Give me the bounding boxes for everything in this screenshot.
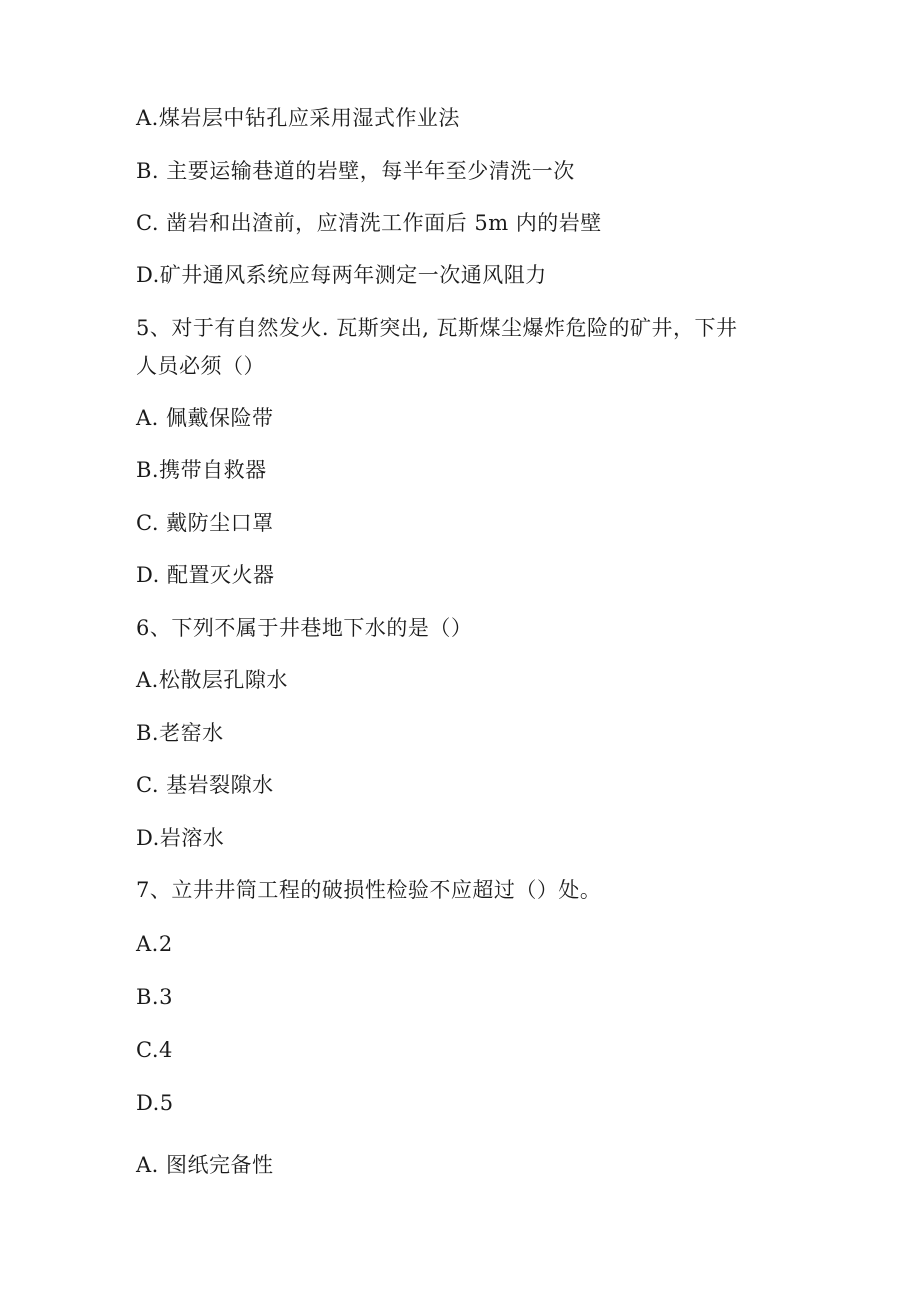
question-5-line-1: 5、对于有自然发火. 瓦斯突出, 瓦斯煤尘爆炸危险的矿井，下井 [136,316,738,340]
q7-option-d: D.5 [136,1091,174,1115]
q6-option-a: A.松散层孔隙水 [136,668,288,692]
next-option-a: A. 图纸完备性 [136,1153,274,1177]
q7-option-b: B.3 [136,985,173,1009]
option-d-ventilation: D.矿井通风系统应每两年测定一次通风阻力 [136,263,547,287]
q5-option-c: C. 戴防尘口罩 [136,511,274,535]
option-c-rock-drilling: C. 凿岩和出渣前，应清洗工作面后 5m 内的岩壁 [136,211,602,235]
q6-option-c: C. 基岩裂隙水 [136,773,274,797]
question-5-line-2: 人员必须（） [136,354,265,378]
q6-option-b: B.老窑水 [136,721,224,745]
q5-option-d: D. 配置灭火器 [136,563,275,587]
question-7: 7、立井井筒工程的破损性检验不应超过（）处。 [136,878,602,902]
q6-option-d: D.岩溶水 [136,826,225,850]
option-a-drilling: A.煤岩层中钻孔应采用湿式作业法 [136,106,460,130]
q5-option-a: A. 佩戴保险带 [136,406,274,430]
q7-option-c: C.4 [136,1038,173,1062]
question-6: 6、下列不属于井巷地下水的是（） [136,616,473,640]
option-b-tunnel-wall: B. 主要运输巷道的岩壁，每半年至少清洗一次 [136,159,575,183]
q7-option-a: A.2 [136,932,173,956]
q5-option-b: B.携带自救器 [136,458,267,482]
